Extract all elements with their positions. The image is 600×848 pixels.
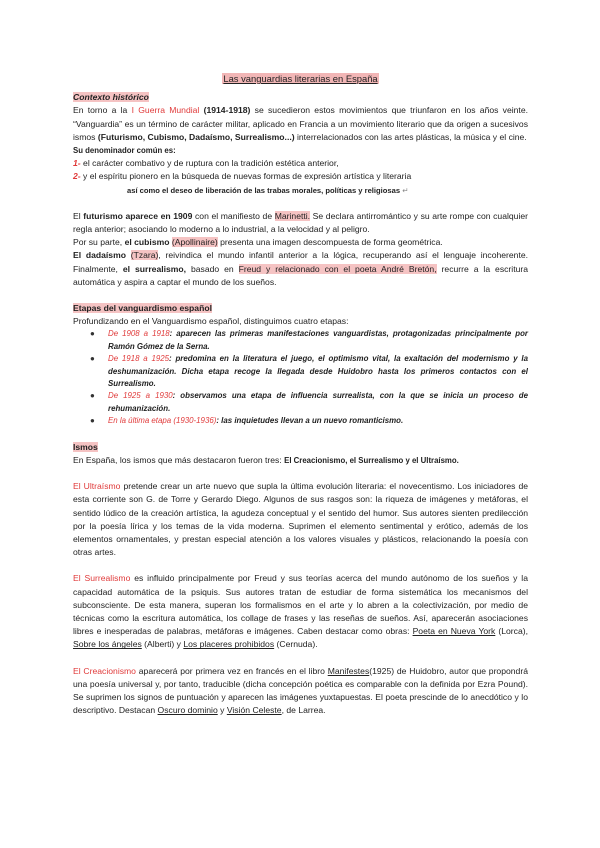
denominador-item-2-sub: [73, 184, 528, 197]
list-item: [73, 415, 528, 427]
text-run: Se declara antirromántico y su arte rompe con cualquier regla anterior; asociando lo moderno a lo industrial, a la velocidad y al peligro.: [73, 210, 528, 235]
bullet-icon: ●: [90, 391, 95, 401]
text-run: y: [217, 705, 227, 716]
text-run: (Cernuda).: [274, 639, 318, 650]
text-run: , reivindica el mundo infantil anterior a la lógica, recuperando así el lenguaje incoherente. Finalmente,: [73, 250, 529, 274]
spacer: [73, 289, 528, 302]
spacer: [73, 652, 528, 665]
apollinaire-highlight: (Apollinaire): [171, 237, 218, 248]
item-number: 2-: [73, 171, 81, 182]
text-run: con el manifiesto de: [192, 210, 275, 221]
section-etapas: [73, 302, 528, 428]
document-title: Las vanguardias literarias en España: [223, 73, 378, 84]
contexto-paragraph-1: [73, 104, 528, 144]
war-dates: (1914-1918): [199, 105, 251, 116]
surrealismo-section-term: El Surrealismo: [73, 573, 131, 584]
ismos-names: El Creacionismo, el Surrealismo y el Ultraísmo.: [284, 455, 459, 465]
text-run: Por su parte,: [73, 237, 125, 248]
text-run: El: [73, 210, 84, 221]
text-run: (Lorca),: [495, 626, 528, 637]
dadaismo-term: El dadaísmo: [73, 250, 126, 261]
etapa-text: : predomina en la literatura el juego, el optimismo vital, la exaltación del modernismo y la deshumanización. Dicha etapa recoge la llegada desde Huidobro hasta los primeros contactos con el Surrealismo.: [108, 354, 528, 389]
guerra-mundial-link: I Guerra Mundial: [131, 105, 200, 116]
contexto-paragraph-dadaismo: [73, 249, 528, 289]
ultraismo-paragraph: [73, 480, 528, 559]
etapas-list: [73, 328, 528, 427]
etapa-text: : observamos una etapa de influencia surrealista, con la que se inicia un proceso de rehumanización.: [108, 391, 528, 413]
creacionismo-term: El Creacionismo: [73, 665, 136, 676]
obra-title: Visión Celeste: [226, 705, 282, 716]
text-run: y el espíritu pionero en la búsqueda de nuevas formas de expresión artística y literaria: [80, 171, 412, 182]
surrealismo-paragraph: [73, 572, 528, 651]
bullet-icon: ●: [90, 354, 95, 364]
obra-title: Manifestes: [327, 665, 370, 676]
title-block: [73, 72, 528, 86]
obra-title: Sobre los ángeles: [73, 639, 142, 650]
section-ismos: [73, 441, 528, 467]
etapas-heading: Etapas del vanguardismo español: [73, 303, 212, 314]
denominador-item-1: [73, 157, 528, 170]
etapa-date: En la última etapa (1930-1936): [108, 416, 217, 426]
etapa-date: De 1925 a 1930: [108, 391, 173, 401]
list-item: [73, 353, 528, 390]
text-run: presenta una imagen descompuesta de forma geométrica.: [217, 237, 443, 248]
contexto-heading: Contexto histórico: [73, 92, 149, 103]
futurismo-term: futurismo aparece en 1909: [83, 210, 193, 221]
etapa-text: : aparecen las primeras manifestaciones vanguardistas, protagonizadas principalmente por Ramón Gómez de la Serna.: [108, 329, 528, 351]
spacer: [73, 467, 528, 480]
item-number: 1-: [73, 158, 81, 169]
obra-title: Los placeres prohibidos: [183, 639, 275, 650]
text-run: En torno a la: [73, 105, 132, 116]
contexto-paragraph-futurismo: [73, 210, 528, 236]
bullet-icon: ●: [90, 416, 95, 426]
contexto-paragraph-cubismo: [73, 236, 528, 249]
denominador-item-2: [73, 170, 528, 183]
text-run: es influido principalmente por Freud y sus teorías acerca del mundo autónomo de los sueños y la capacidad automática de la psiquis. Sus autores tratan de estudiar de forma sistemática los mecanismos del subconsciente. De esta manera, superan los formalismos en el arte y lo abren a la colectivización, por medio de técnicas como la escritura automática, los collage de frases y las reseñas de sueños. Así, aparecerán asociaciones libres e inesperadas de palabras, metáforas e imágenes. Caben destacar como obras:: [73, 573, 528, 637]
spacer: [73, 428, 528, 441]
ultraismo-term: El Ultraísmo: [73, 481, 121, 492]
text-run: interrelacionados con las artes plásticas, la música y el cine.: [294, 131, 527, 142]
etapas-intro: Profundizando en el Vanguardismo español, distinguimos cuatro etapas:: [73, 316, 349, 327]
return-arrow-icon: ↵: [402, 185, 409, 195]
text-run: , de Larrea.: [281, 705, 326, 716]
text-run: el carácter combativo y de ruptura con la tradición estética anterior,: [80, 158, 339, 169]
tzara-highlight: (Tzara): [130, 250, 159, 261]
text-run: En España, los ismos que más destacaron fueron tres:: [73, 454, 285, 465]
marinetti-highlight: Marinetti.: [274, 210, 311, 221]
text-run: pretende crear un arte nuevo que supla la última evolución literaria: el novecentismo. Los iniciadores de esta corriente son G. de Torre y Gerardo Diego. Algunos de sus rasgos son: la riqueza de imágenes y metáforas, el sentido lúdico de la creación artística, la agudeza conceptual y el sentido del humor. Sus autores sienten predilección por la poesía lírica y los temas de la vida moderna. Suprimen el elemento sentimental y erótico, además de los elementos ornamentales, y prestan especial atención a los valores visuales y plásticos, relacionando la poesía con otras artes.: [73, 481, 529, 558]
text-run: recurre a la escritura automática y aspira a captar el mundo de los sueños.: [73, 263, 529, 287]
ismos-heading: Ismos: [73, 441, 98, 452]
denominador-label: Su denominador común es:: [73, 146, 176, 156]
etapa-date: De 1918 a 1925: [108, 354, 170, 364]
text-run: basado en: [186, 263, 239, 274]
section-contexto: [73, 91, 528, 289]
text-run: (1925) de Huidobro, autor que propondrá una poesía universal y, por tanto, traducible (dicha concepción poética es comparable con la definida por Ezra Pound). Se suprimen los signos de puntuación y aparecen las imágenes yuxtapuestas. El poeta prescinde de lo anecdótico y lo descriptivo. Destacan: [73, 665, 528, 716]
bullet-icon: ●: [90, 329, 95, 339]
spacer: [73, 559, 528, 572]
text-run: aparecerá por primera vez en francés en el libro: [135, 665, 328, 676]
text-run: (Alberti) y: [141, 639, 184, 650]
ismos-list: (Futurismo, Cubismo, Dadaísmo, Surrealismo...): [97, 131, 295, 142]
ismos-intro: [73, 454, 528, 467]
text-run: así como el deseo de liberación de las trabas morales, políticas y religiosas: [127, 185, 401, 195]
etapa-date: De 1908 a 1918: [108, 329, 170, 339]
creacionismo-paragraph: [73, 665, 528, 718]
obra-title: Poeta en Nueva York: [412, 626, 496, 637]
spacer: [73, 197, 528, 210]
freud-highlight: Freud y relacionado con el poeta André Bretón,: [238, 263, 437, 274]
obra-title: Oscuro dominio: [157, 705, 218, 716]
list-item: [73, 390, 528, 415]
cubismo-term: el cubismo: [124, 237, 170, 248]
text-run: se sucedieron estos movimientos que triunfaron en los años veinte. “Vanguardia” es un término de carácter militar, aplicado en Francia a un movimiento literario que da origen a sucesivos ismos: [73, 105, 528, 142]
list-item: [73, 328, 528, 353]
etapa-text: : las inquietudes llevan a un nuevo romanticismo.: [216, 416, 404, 426]
surrealismo-term: el surrealismo,: [122, 263, 187, 274]
